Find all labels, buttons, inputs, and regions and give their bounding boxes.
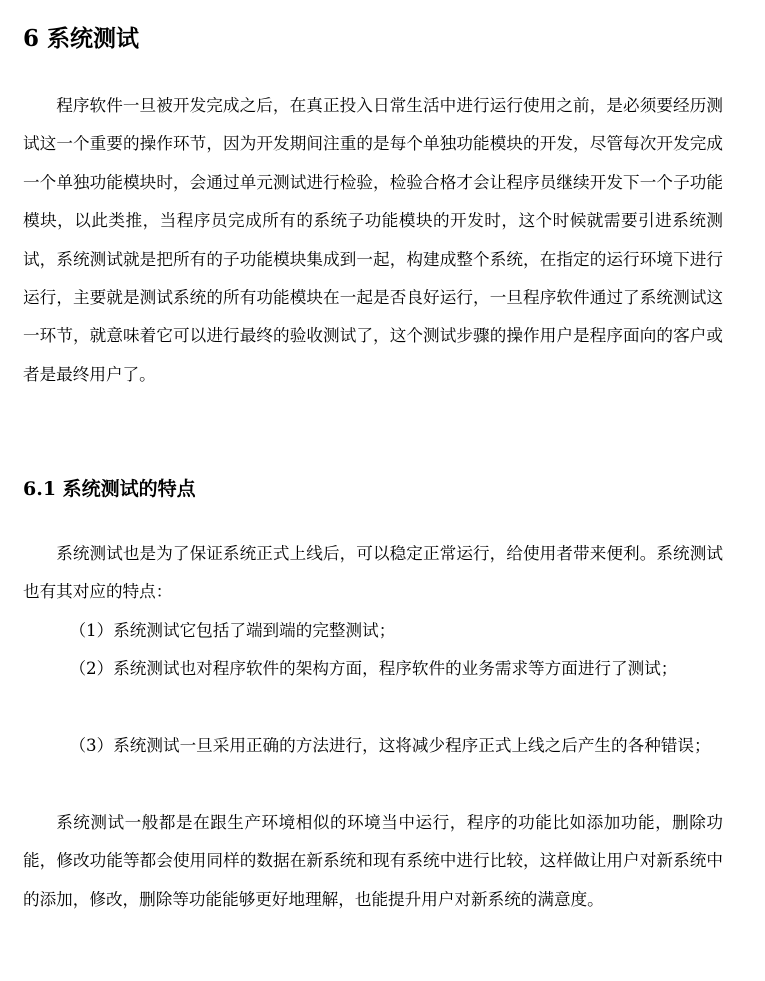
feature-item-1: （1）系统测试它包括了端到端的完整测试； bbox=[69, 621, 396, 640]
feature-item-3: （3）系统测试一旦采用正确的方法进行，这将减少程序正式上线之后产生的各种错误； bbox=[69, 736, 711, 755]
section-intro-paragraph: 系统测试也是为了保证系统正式上线后，可以稳定正常运行，给使用者带来便利。系统测试也有其对应的特点： bbox=[23, 544, 723, 602]
chapter-heading: 6 系统测试 bbox=[23, 25, 140, 52]
chapter-intro-paragraph: 程序软件一旦被开发完成之后，在真正投入日常生活中进行运行使用之前，是必须要经历测试这一个重要的操作环节，因为开发期间注重的是每个单独功能模块的开发，尽管每次开发完成一个单独功能模块时，会通过单元测试进行检验，检验合格才会让程序员继续开发下一个子功能模块，以此类推，当程序员完成所有的系统子功能模块的开发时，这个时候就需要引进系统测试，系统测试就是把所有的子功能模块集成到一起，构建成整个系统，在指定的运行环境下进行运行，主要就是测试系统的所有功能模块在一起是否良好运行，一旦程序软件通过了系统测试这一环节，就意味着它可以进行最终的验收测试了，这个测试步骤的操作用户是程序面向的客户或者是最终用户了。 bbox=[23, 96, 723, 384]
section-heading: 6.1 系统测试的特点 bbox=[23, 478, 196, 500]
closing-paragraph: 系统测试一般都是在跟生产环境相似的环境当中运行，程序的功能比如添加功能，删除功能，修改功能等都会使用同样的数据在新系统和现有系统中进行比较，这样做让用户对新系统中的添加，修改，删除等功能能够更好地理解，也能提升用户对新系统的满意度。 bbox=[23, 813, 723, 909]
feature-item-2: （2）系统测试也对程序软件的架构方面，程序软件的业务需求等方面进行了测试； bbox=[69, 659, 678, 678]
